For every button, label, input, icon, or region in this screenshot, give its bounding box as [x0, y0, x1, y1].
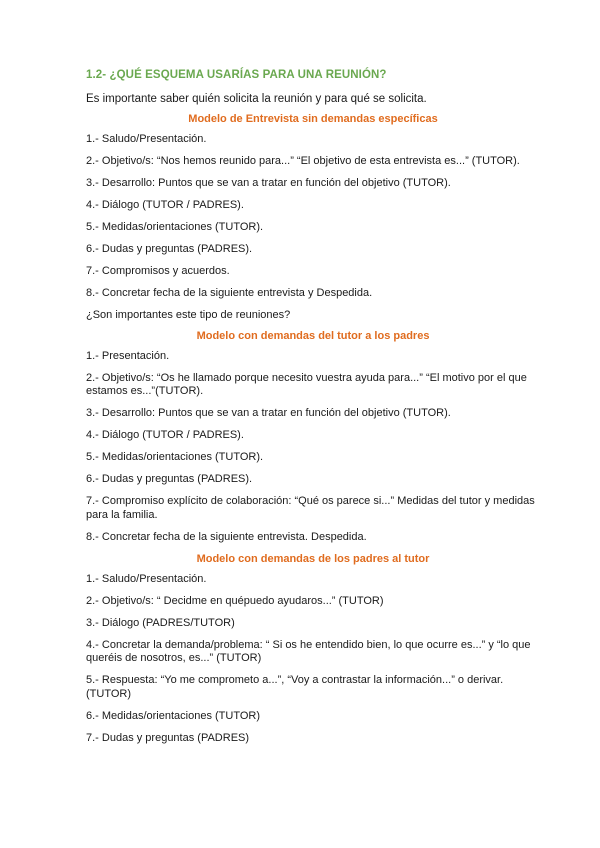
- list-item: 8.- Concretar fecha de la siguiente entrevista. Despedida.: [86, 530, 367, 543]
- list-item: 2.- Objetivo/s: “Nos hemos reunido para...” “El objetivo de esta entrevista es...” (TUTOR).: [86, 155, 520, 167]
- list-item: 1.- Saludo/Presentación.: [86, 572, 207, 585]
- section-1-list: [86, 133, 540, 301]
- list-item: 4.- Diálogo (TUTOR / PADRES).: [86, 429, 244, 441]
- list-item: 4.- Concretar la demanda/problema: “ Si os he entendido bien, lo que ocurre es...” y “lo que queréis de nosotros, es...” (TUTOR): [86, 638, 531, 664]
- list-item: 5.- Medidas/orientaciones (TUTOR).: [86, 451, 264, 463]
- list-item: 2.- Objetivo/s: “Os he llamado porque necesito vuestra ayuda para...” “El motivo por el que estamos es...”(TUTOR).: [86, 371, 527, 397]
- list-item: 2.- Objetivo/s: “ Decidme en quépuedo ayudaros...” (TUTOR): [86, 594, 384, 607]
- list-item: 7.- Compromisos y acuerdos.: [86, 265, 230, 277]
- section-2-heading: Modelo con demandas del tutor a los padres: [196, 329, 430, 342]
- list-item: 1.- Presentación.: [86, 349, 170, 362]
- page-title: 1.2- ¿QUÉ ESQUEMA USARÍAS PARA UNA REUNIÓN?: [86, 69, 387, 81]
- list-item: 7.- Compromiso explícito de colaboración: “Qué os parece si...” Medidas del tutor y medidas para la familia.: [86, 495, 535, 521]
- list-item: 5.- Respuesta: “Yo me comprometo a...”, “Voy a contrastar la información...” o derivar. (TUTOR): [86, 674, 504, 700]
- list-item: 1.- Saludo/Presentación.: [86, 133, 207, 145]
- section-1-question: ¿Son importantes este tipo de reuniones?: [86, 309, 291, 321]
- intro-paragraph: Es importante saber quién solicita la reunión y para qué se solicita.: [86, 93, 427, 105]
- list-item: 3.- Diálogo (PADRES/TUTOR): [86, 616, 235, 629]
- section-2-list: [86, 350, 540, 545]
- list-item: 5.- Medidas/orientaciones (TUTOR).: [86, 221, 264, 233]
- list-item: 3.- Desarrollo: Puntos que se van a tratar en función del objetivo (TUTOR).: [86, 407, 451, 419]
- list-item: 8.- Concretar fecha de la siguiente entrevista y Despedida.: [86, 287, 373, 299]
- list-item: 6.- Dudas y preguntas (PADRES).: [86, 243, 253, 255]
- list-item: 4.- Diálogo (TUTOR / PADRES).: [86, 199, 244, 211]
- list-item: 6.- Medidas/orientaciones (TUTOR): [86, 709, 261, 722]
- list-item: 7.- Dudas y preguntas (PADRES): [86, 731, 250, 744]
- section-3-heading: Modelo con demandas de los padres al tutor: [196, 552, 430, 565]
- section-3-list: [86, 573, 540, 746]
- section-1-heading: Modelo de Entrevista sin demandas específicas: [188, 113, 438, 125]
- list-item: 3.- Desarrollo: Puntos que se van a tratar en función del objetivo (TUTOR).: [86, 177, 451, 189]
- list-item: 6.- Dudas y preguntas (PADRES).: [86, 473, 253, 485]
